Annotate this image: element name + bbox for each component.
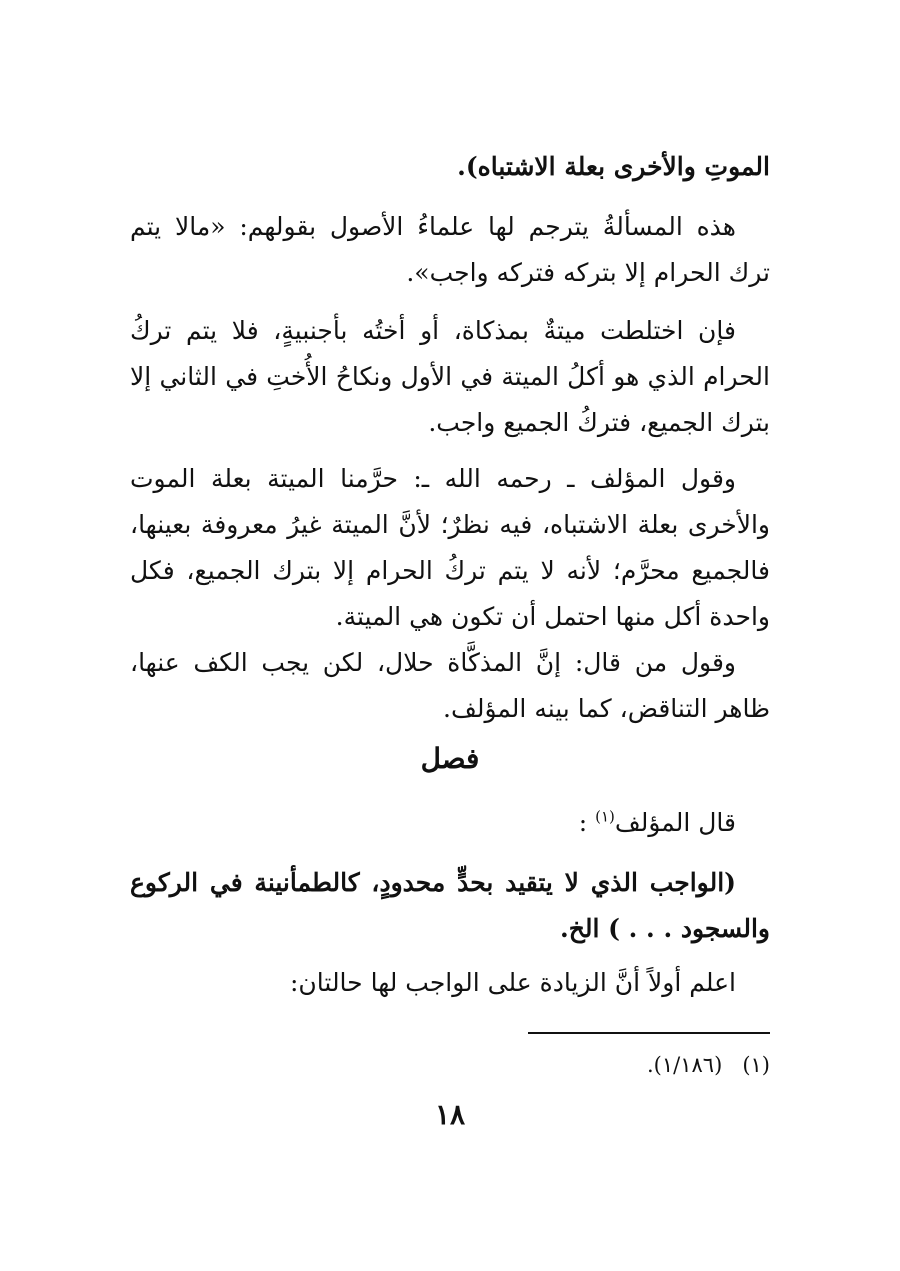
footnote (130, 1050, 770, 1080)
paragraph-contradiction: وقول من قال: إنَّ المذكَّاة حلال، لكن يجب الكف عنها، ظاهر التناقض، كما بينه المؤلف. (130, 648, 770, 723)
author-said-line (130, 800, 770, 846)
author-said-text: قال المؤلف (614, 808, 736, 837)
paragraph-two-cases: اعلم أولاً أنَّ الزيادة على الواجب لها حالتان: (290, 968, 736, 997)
author-said-colon: : (578, 808, 588, 837)
paragraph-author-view: وقول المؤلف ـ رحمه الله ـ: حرَّمنا الميتة بعلة الموت والأخرى بعلة الاشتباه، فيه نظرٌ؛ لأنَّ الميتة غيرُ معروفة بعينها، فالجميع محرَّم؛ لأنه لا يتم تركُ الحرام إلا بترك الجميع، فكل واحدة أكل منها احتمل أن تكون هي الميتة. (130, 464, 770, 631)
paragraph-mixture-example: فإن اختلطت ميتةٌ بمذكاة، أو أختُه بأجنبيةٍ، فلا يتم تركُ الحرام الذي هو أكلُ الميتة في الأول ونكاحُ الأُختِ في الثاني إلا بترك الجميع، فتركُ الجميع واجب. (130, 316, 770, 437)
footnote-text: (١/١٨٦). (647, 1053, 723, 1077)
section-heading: فصل (420, 742, 480, 775)
opening-line: الموتِ والأخرى بعلة الاشتباه). (457, 152, 770, 181)
quoted-author-text: (الواجب الذي لا يتقيد بحدٍّ محدودٍ، كالطمأنينة في الركوع والسجود . . . ) الخ. (130, 868, 770, 943)
page-number: ١٨ (434, 1098, 466, 1131)
paragraph-usul-rule: هذه المسألةُ يترجم لها علماءُ الأصول بقولهم: «مالا يتم ترك الحرام إلا بتركه فتركه واجب». (130, 212, 770, 287)
footnote-marker: (١) (742, 1053, 770, 1077)
footnote-divider (528, 1032, 770, 1034)
footnote-reference[interactable]: (١) (595, 807, 615, 826)
